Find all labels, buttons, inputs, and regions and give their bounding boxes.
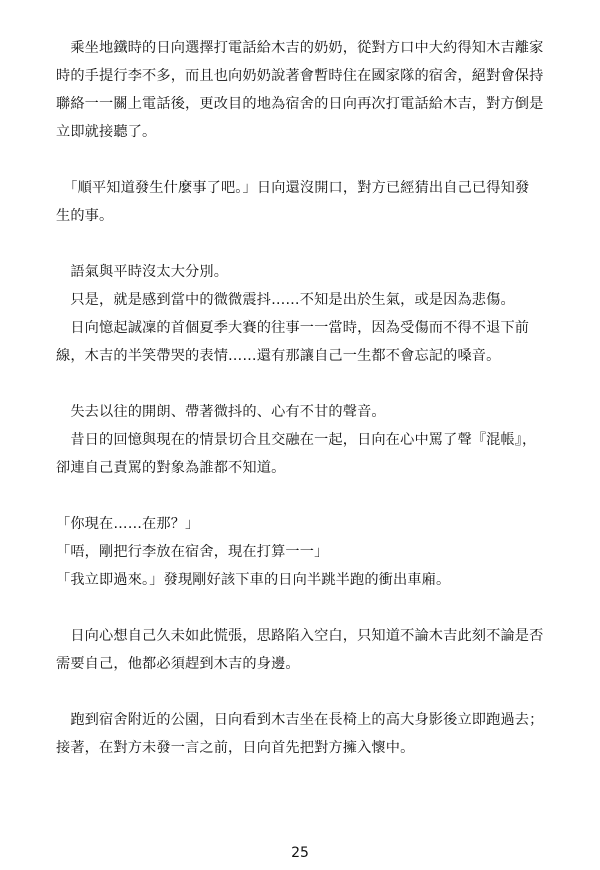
text-line: 「你現在……在那？」 xyxy=(56,516,200,532)
text-line: 時的手提行李不多，而且也向奶奶說著會暫時住在國家隊的宿舍，絕對會保持 xyxy=(56,68,544,84)
text-line: 語氣與平時沒太大分別。 xyxy=(56,264,229,280)
text-line: 「唔，剛把行李放在宿舍，現在打算一一」 xyxy=(56,544,329,560)
text-line: 日向憶起誠凜的首個夏季大賽的往事一一當時，因為受傷而不得不退下前 xyxy=(56,320,530,336)
text-line: 只是，就是感到當中的微微震抖……不知是出於生氣，或是因為悲傷。 xyxy=(56,292,515,308)
text-line: 立即就接聽了。 xyxy=(56,124,157,140)
text-line: 聯絡一一關上電話後，更改目的地為宿舍的日向再次打電話給木吉，對方倒是 xyxy=(56,96,544,112)
text-line: 接著，在對方未發一言之前，日向首先把對方擁入懷中。 xyxy=(56,740,415,756)
text-line: 需要自己，他都必須趕到木吉的身邊。 xyxy=(56,656,300,672)
page-number: 25 xyxy=(291,845,309,861)
text-line: 生的事。 xyxy=(56,208,114,224)
text-line: 「我立即過來。」發現剛好該下車的日向半跳半跑的衝出車廂。 xyxy=(56,572,451,588)
text-line: 跑到宿舍附近的公園，日向看到木吉坐在長椅上的高大身影後立即跑過去； xyxy=(56,712,544,728)
text-line: 失去以往的開朗、帶著微抖的、心有不甘的聲音。 xyxy=(56,404,386,420)
text-line: 昔日的回憶與現在的情景切合且交融在一起，日向在心中罵了聲『混帳』， xyxy=(56,432,537,448)
text-line: 「順平知道發生什麼事了吧。」日向還沒開口，對方已經猜出自己已得知發 xyxy=(56,180,530,196)
text-line: 乘坐地鐵時的日向選擇打電話給木吉的奶奶，從對方口中大約得知木吉離家 xyxy=(56,40,544,56)
text-line: 日向心想自己久未如此慌張，思路陷入空白，只知道不論木吉此刻不論是否 xyxy=(56,628,544,644)
text-line: 卻連自己責罵的對象為誰都不知道。 xyxy=(56,460,286,476)
text-line: 線，木吉的半笑帶哭的表情……還有那讓自己一生都不會忘記的嗓音。 xyxy=(56,348,501,364)
